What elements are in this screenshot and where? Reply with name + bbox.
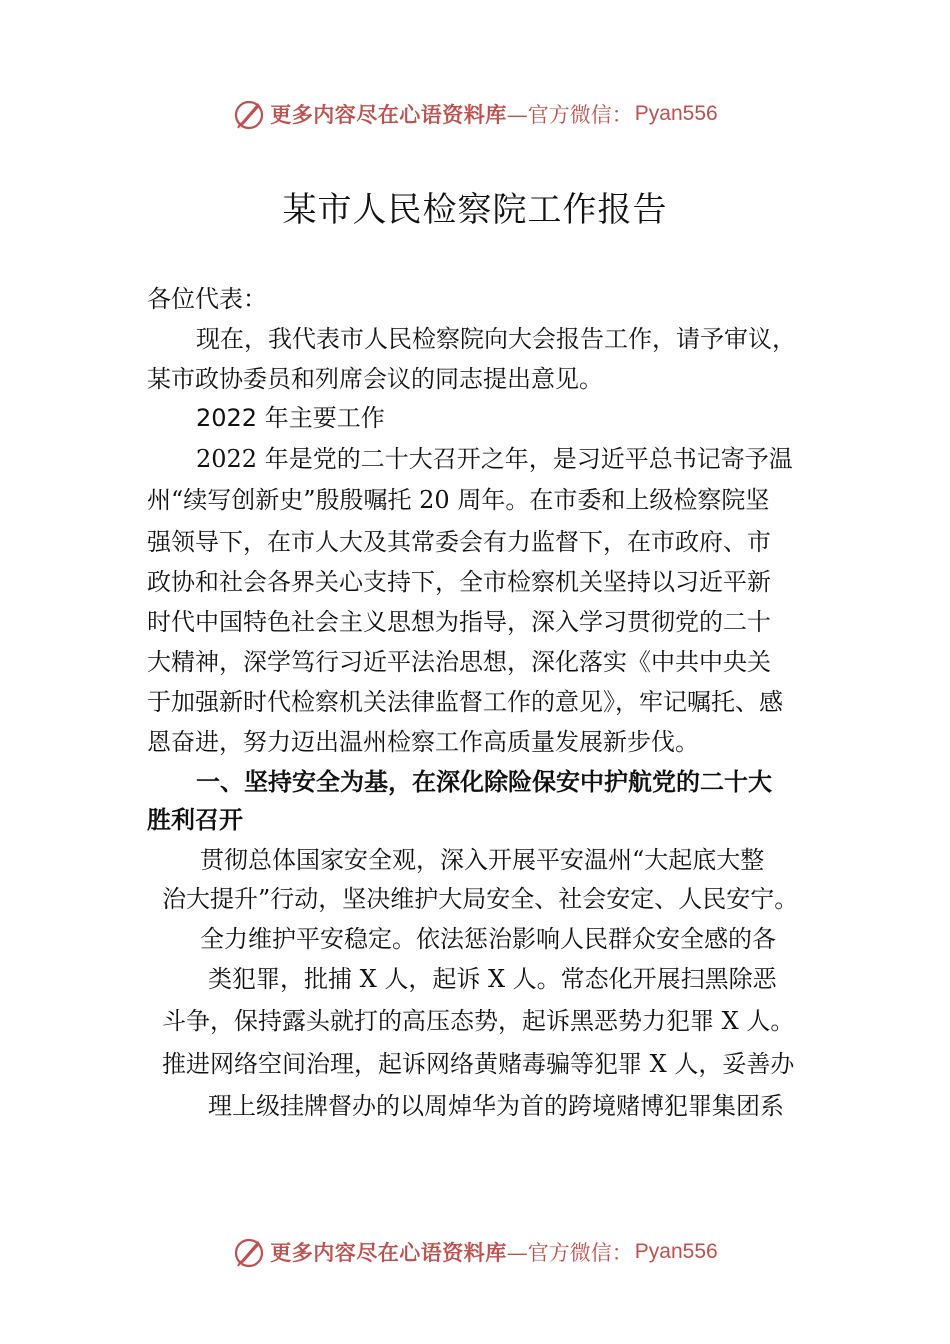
paragraph-line: 政协和社会各界关心支持下，全市检察机关坚持以习近平新 [147, 568, 771, 596]
watermark-separator: —官方微信： [506, 1241, 633, 1265]
paragraph-line: 贯彻总体国家安全观，深入开展平安温州“大起底大整 [200, 846, 765, 874]
watermark-banner-bottom [0, 1232, 950, 1272]
paragraph-line: 大精神，深学笃行习近平法治思想，深化落实《中共中央关 [147, 648, 771, 676]
watermark-text: 更多内容尽在心语资料库 [270, 102, 507, 127]
watermark-text: 更多内容尽在心语资料库 [270, 1240, 507, 1265]
section-heading: 2022 年主要工作 [196, 404, 385, 432]
paragraph-line: 治大提升”行动，坚决维护大局安全、社会安定、人民安宁。 [162, 885, 799, 913]
paragraph-line: 州“续写创新史”殷殷嘱托 20 周年。在市委和上级检察院坚 [147, 486, 770, 514]
paragraph-line: 现在，我代表市人民检察院向大会报告工作，请予审议， [196, 325, 796, 353]
paragraph-line: 于加强新时代检察机关法律监督工作的意见》，牢记嘱托、感 [147, 688, 783, 716]
paragraph-line: 强领导下，在市人大及其常委会有力监督下，在市政府、市 [147, 528, 771, 556]
paragraph-line: 全力维护平安稳定。依法惩治影响人民群众安全感的各 [200, 925, 776, 953]
paragraph-line: 类犯罪，批捕 X 人，起诉 X 人。常态化开展扫黑除恶 [208, 965, 777, 993]
paragraph-line: 2022 年是党的二十大召开之年，是习近平总书记寄予温 [196, 445, 793, 473]
watermark-banner-top [0, 94, 950, 134]
quill-pen-logo-icon [232, 1235, 266, 1269]
quill-pen-logo-icon [232, 97, 266, 131]
document-title: 某市人民检察院工作报告 [282, 190, 668, 230]
paragraph-line: 某市政协委员和列席会议的同志提出意见。 [147, 365, 603, 393]
chapter-heading: 一、坚持安全为基，在深化除险保安中护航党的二十大 [196, 768, 772, 796]
watermark-separator: —官方微信： [506, 103, 633, 127]
paragraph-line: 恩奋进，努力迈出温州检察工作高质量发展新步伐。 [147, 728, 699, 756]
paragraph-line: 推进网络空间治理，起诉网络黄赌毒骗等犯罪 X 人，妥善办 [162, 1050, 795, 1078]
watermark-account: Pyan556 [634, 102, 718, 125]
watermark-account: Pyan556 [634, 1240, 718, 1263]
salutation: 各位代表： [147, 285, 267, 313]
chapter-heading: 胜利召开 [147, 806, 243, 834]
paragraph-line: 时代中国特色社会主义思想为指导，深入学习贯彻党的二十 [147, 608, 771, 636]
paragraph-line: 斗争，保持露头就打的高压态势，起诉黑恶势力犯罪 X 人。 [162, 1007, 795, 1035]
paragraph-line: 理上级挂牌督办的以周焯华为首的跨境赌博犯罪集团系 [208, 1092, 784, 1120]
